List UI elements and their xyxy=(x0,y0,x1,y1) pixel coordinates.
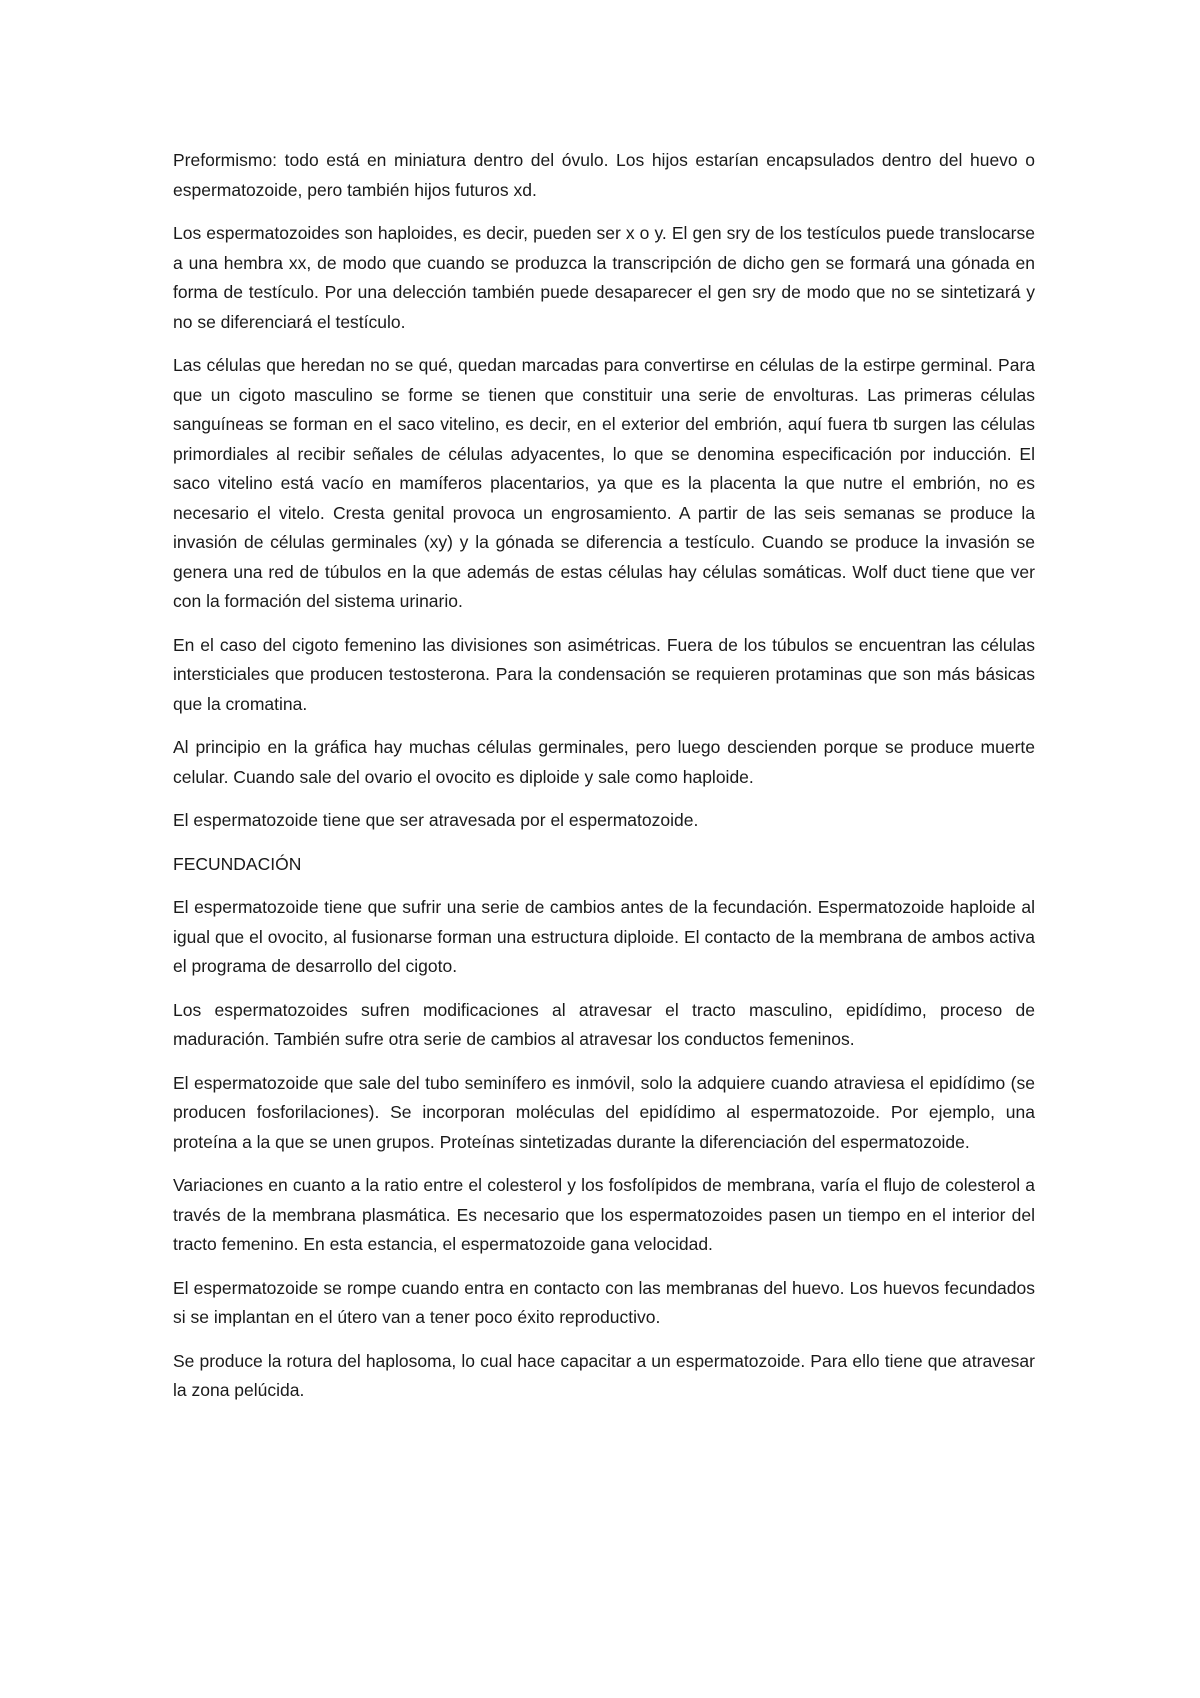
paragraph-colesterol: Variaciones en cuanto a la ratio entre el colesterol y los fosfolípidos de membrana, varía el flujo de colesterol a través de la membrana plasmática. Es necesario que los espermatozoides pasen un tiempo en el interior del tracto femenino. En esta estancia, el espermatozoide gana velocidad. xyxy=(173,1175,1035,1254)
paragraph-atravesada: El espermatozoide tiene que ser atravesada por el espermatozoide. xyxy=(173,810,699,830)
paragraph-membranas-huevo: El espermatozoide se rompe cuando entra en contacto con las membranas del huevo. Los huevos fecundados si se implantan en el útero van a tener poco éxito reproductivo. xyxy=(173,1277,1035,1327)
paragraph-celulas-germinales: Las células que heredan no se qué, quedan marcadas para convertirse en células de la estirpe germinal. Para que un cigoto masculino se forme se tienen que constituir una serie de envolturas. Las primeras células sanguíneas se forman en el saco vitelino, es decir, en el exterior del embrión, aquí fuera tb surgen las células primordiales al recibir señales de células adyacentes, lo que se denomina especificación por inducción. El saco vitelino está vacío en mamíferos placentarios, ya que es la placenta la que nutre el embrión, no es necesario el vitelo. Cresta genital provoca un engrosamiento. A partir de las seis semanas se produce la invasión de células germinales (xy) y la gónada se diferencia a testículo. Cuando se produce la invasión se genera una red de túbulos en la que además de estas células hay células somáticas. Wolf duct tiene que ver con la formación del sistema urinario. xyxy=(173,355,1035,611)
paragraph-cambios: El espermatozoide tiene que sufrir una serie de cambios antes de la fecundación. Espermatozoide haploide al igual que el ovocito, al fusionarse forman una estructura diploide. El contacto de la membrana de ambos activa el programa de desarrollo del cigoto. xyxy=(173,897,1035,976)
paragraph-preformismo: Preformismo: todo está en miniatura dentro del óvulo. Los hijos estarían encapsulados dentro del huevo o espermatozoide, pero también hijos futuros xd. xyxy=(173,150,1035,200)
paragraph-tubo-seminifero: El espermatozoide que sale del tubo seminífero es inmóvil, solo la adquiere cuando atraviesa el epidídimo (se producen fosforilaciones). Se incorporan moléculas del epidídimo al espermatozoide. Por ejemplo, una proteína a la que se unen grupos. Proteínas sintetizadas durante la diferenciación del espermatozoide. xyxy=(173,1072,1035,1152)
paragraph-cigoto-femenino: En el caso del cigoto femenino las divisiones son asimétricas. Fuera de los túbulos se encuentran las células intersticiales que producen testosterona. Para la condensación se requieren protaminas que son más básicas que la cromatina. xyxy=(173,634,1035,714)
paragraph-modificaciones: Los espermatozoides sufren modificaciones al atravesar el tracto masculino, epidídimo, proceso de maduración. También sufre otra serie de cambios al atravesar los conductos femeninos. xyxy=(173,999,1035,1049)
section-heading-fecundacion: FECUNDACIÓN xyxy=(173,853,302,874)
paragraph-grafica: Al principio en la gráfica hay muchas células germinales, pero luego descienden porque se produce muerte celular. Cuando sale del ovario el ovocito es diploide y sale como haploide. xyxy=(173,737,1035,787)
document-body xyxy=(173,146,1035,1420)
paragraph-haploides: Los espermatozoides son haploides, es decir, pueden ser x o y. El gen sry de los testículos puede translocarse a una hembra xx, de modo que cuando se produzca la transcripción de dicho gen se formará una gónada en forma de testículo. Por una delección también puede desaparecer el gen sry de modo que no se sintetizará y no se diferenciará el testículo. xyxy=(173,223,1035,332)
paragraph-haplosoma: Se produce la rotura del haplosoma, lo cual hace capacitar a un espermatozoide. Para ello tiene que atravesar la zona pelúcida. xyxy=(173,1350,1035,1400)
